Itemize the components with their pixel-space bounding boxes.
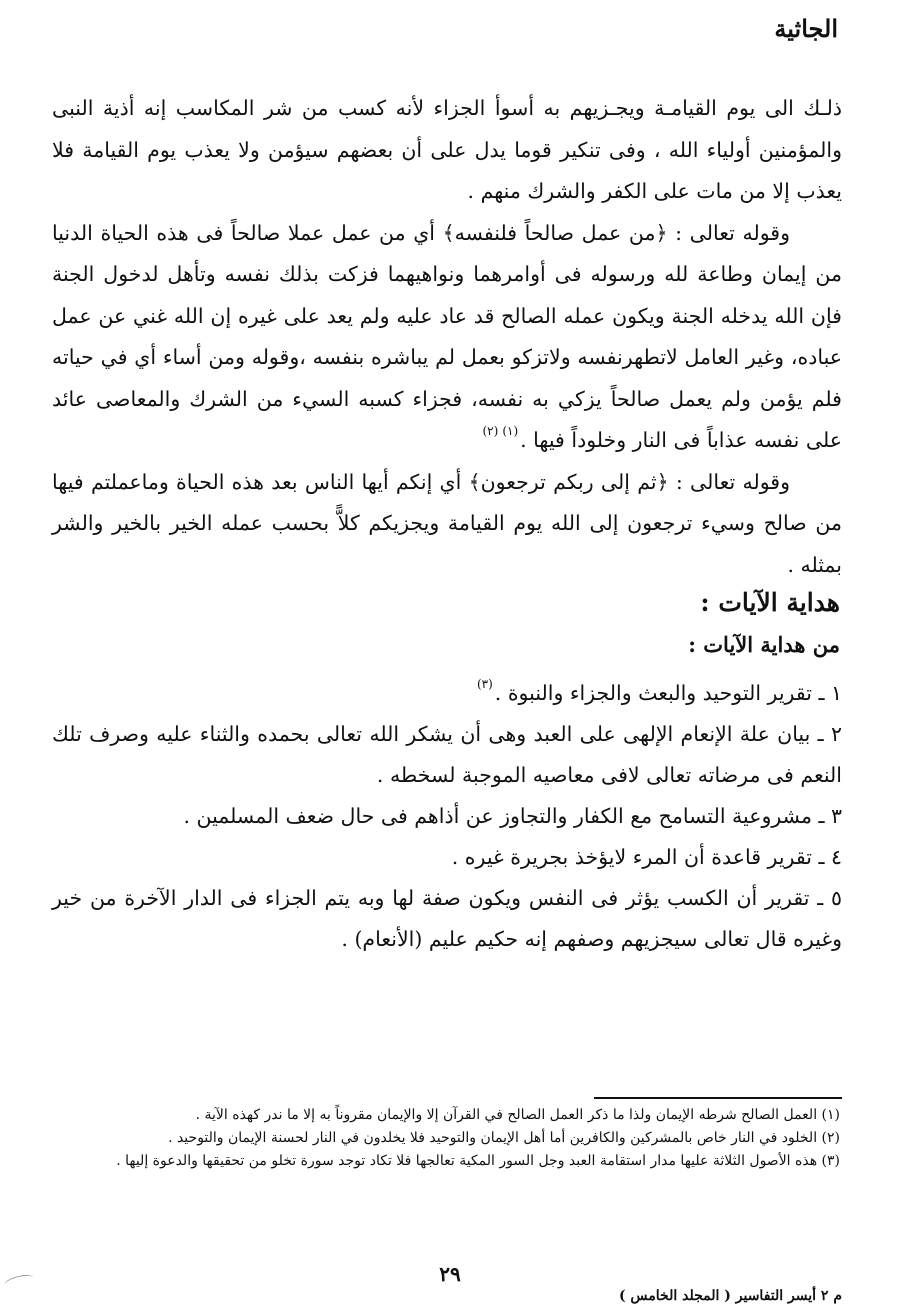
footnote-2: (٢) الخلود في النار خاص بالمشركين والكافرين أما أهل الإيمان والتوحيد فلا يخلدون في النار لحسنة الإيمان والتوحيد . (168, 1130, 840, 1146)
volume-signature: م ٢ أيسر التفاسير ( المجلد الخامس ) (618, 1288, 842, 1304)
paragraph-2 (52, 213, 842, 462)
footnote-ref-1[interactable]: (١) (502, 424, 519, 438)
guidance-point-5: ٥ ـ تقرير أن الكسب يؤثر فى النفس ويكون صفة لها وبه يتم الجزاء فى الدار الآخرة من خير وغيره قال تعالى سيجزيهم وصفهم إنه حكيم عليم (الأنعام) . (52, 886, 842, 951)
guidance-point-2: ٢ ـ بيان علة الإنعام الإلهى على العبد وهى أن يشكر الله تعالى بحمده والثناء عليه وصرف تلك النعم فى مرضاته تعالى لافى معاصيه الموجبة لسخطه . (52, 722, 842, 787)
page-number: ٢٩ (439, 1262, 461, 1286)
paragraph-3: وقوله تعالى : ﴿ثم إلى ربكم ترجعون﴾ أي إنكم أيها الناس بعد هذه الحياة وماعملتم فيها من صالح وسيء ترجعون إلى الله يوم القيامة ويجزيكم كلاًّ بحسب عمله الخير بالخير والشر بمثله . (52, 469, 842, 577)
footnote-ref-2[interactable]: (٢) (482, 424, 499, 438)
footnote-divider (594, 1097, 842, 1099)
footnotes (50, 1104, 840, 1173)
paragraph-2-text: وقوله تعالى : ﴿من عمل صالحاً فلنفسه﴾ أي من عمل عملا صالحاً فى هذه الحياة الدنيا من إيمان وطاعة لله ورسوله فى أوامرهما ونواهيهما فزكت بذلك نفسه وتأهل لدخول الجنة فإن الله يدخله الجنة ويكون عمله الصالح قد عاد عليه ولم يعد على غيره إن الله غني عن عمل عباده، وغير العامل لاتطهرنفسه ولاتزكو بعمل لم يباشره بنفسه ،وقوله ومن أساء أي في حياته فلم يؤمن ولم يعمل صالحاً يزكي به نفسه، فجزاء كسبه السيء من الشرك والمعاصى عائد على نفسه عذاباً فى النار وخلوداً فيها . (52, 220, 842, 452)
commentary-body (52, 88, 842, 586)
guidance-points (52, 673, 842, 960)
guidance-point-1-text: ١ ـ تقرير التوحيد والبعث والجزاء والنبوة . (494, 681, 842, 705)
running-head: الجاثية (774, 14, 838, 43)
section-subtitle: من هداية الآيات : (688, 632, 840, 657)
footnote-1: (١) العمل الصالح شرطه الإيمان ولذا ما ذكر العمل الصالح في القرآن إلا والإيمان مقروناً به إلا ما ندر كهذه الآية . (195, 1107, 840, 1123)
footnote-ref-3[interactable]: (٣) (476, 677, 493, 691)
paragraph-1: ذلـك الى يوم القيامـة ويجـزيهم به أسوأ الجزاء لأنه كسب من شر المكاسب إنه أذية النبى والمؤمنين أولياء الله ، وفى تنكير قوما يدل على أن بعضهم سيؤمن ولا يعذب يوم القيامة فلا يعذب إلا من مات على الكفر والشرك منهم . (52, 96, 842, 203)
guidance-point-1 (52, 673, 842, 714)
guidance-point-3: ٣ ـ مشروعية التسامح مع الكفار والتجاوز عن أذاهم فى حال ضعف المسلمين . (183, 804, 842, 828)
guidance-point-4: ٤ ـ تقرير قاعدة أن المرء لايؤخذ بجريرة غيره . (451, 845, 842, 869)
section-title: هداية الآيات : (700, 588, 840, 617)
footnote-3: (٣) هذه الأصول الثلاثة عليها مدار استقامة العبد وجل السور المكية تعالجها فلا تكاد توجد سورة تخلو من تحقيقها والدعوة إليها . (116, 1153, 840, 1169)
